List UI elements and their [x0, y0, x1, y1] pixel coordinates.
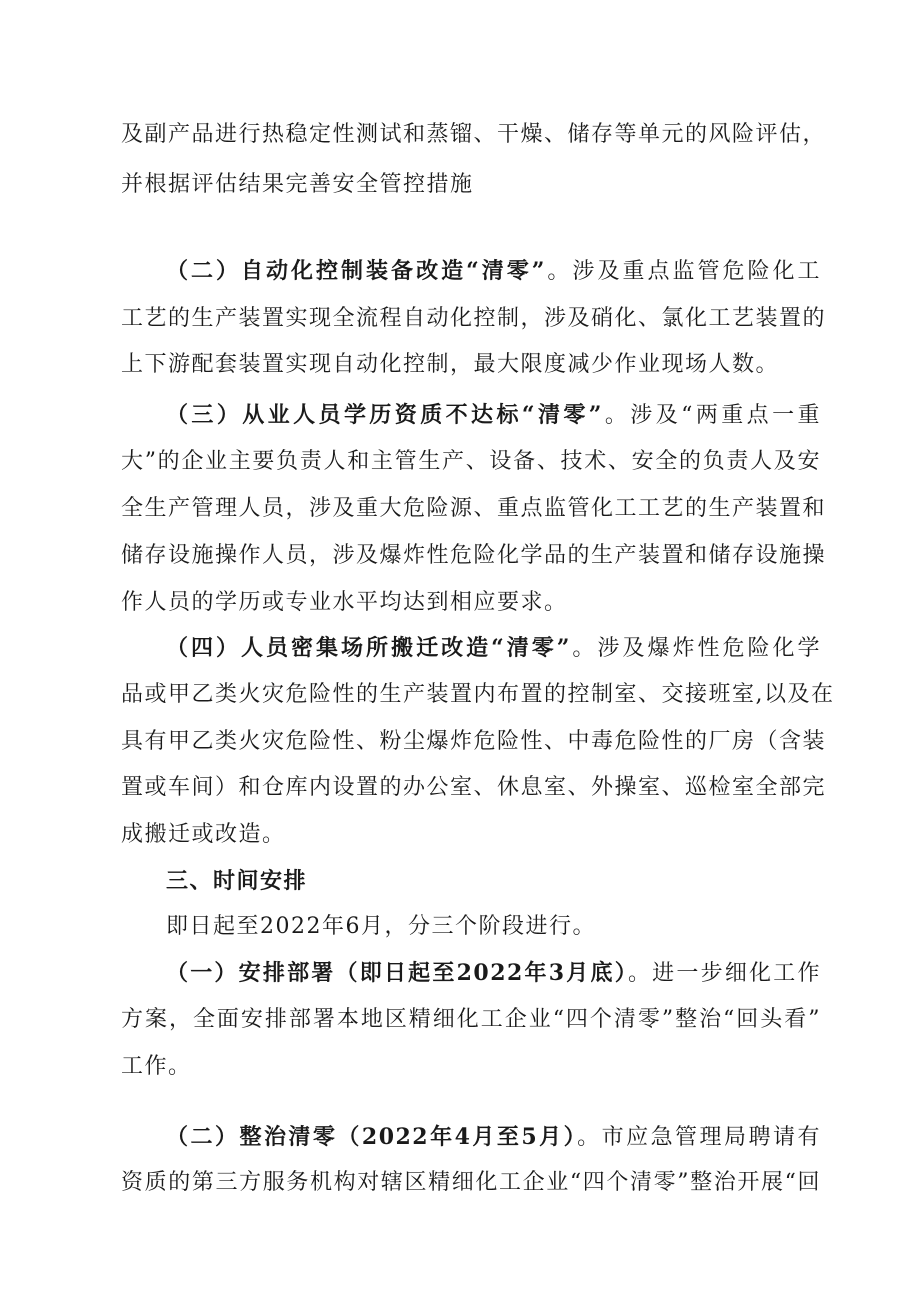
body-line: 储存设施操作人员，涉及爆炸性危险化学品的生产装置和储存设施操 [121, 543, 827, 568]
section-heading-line: （一）安排部署（即日起至2022年3月底）。进一步细化工作 [166, 960, 821, 986]
section-heading-line: （四）人员密集场所搬迁改造“清零”。涉及爆炸性危险化学 [166, 635, 821, 661]
body-line: 资质的第三方服务机构对辖区精细化工企业“四个清零”整治开展“回 [121, 1170, 821, 1195]
body-line: 并根据评估结果完善安全管控措施 [121, 172, 474, 197]
section-heading: （一）安排部署（即日起至2022年3月底） [166, 960, 628, 986]
body-line: 成搬迁或改造。 [121, 822, 286, 847]
body-line: 全生产管理人员，涉及重大危险源、重点监管化工工艺的生产装置和 [121, 496, 827, 521]
body-line: 上下游配套装置实现自动化控制，最大限度减少作业现场人数。 [121, 352, 780, 377]
chapter-heading: 三、时间安排 [166, 868, 308, 894]
section-heading: （三）从业人员学历资质不达标“清零” [166, 402, 603, 428]
section-heading-line: （二）整治清零（2022年4月至5月）。市应急管理局聘请有 [166, 1124, 821, 1150]
section-heading-line: （三）从业人员学历资质不达标“清零”。涉及“两重点一重 [166, 402, 822, 428]
body-line: 即日起至2022年6月，分三个阶段进行。 [166, 914, 596, 939]
body-line: 方案，全面安排部署本地区精细化工企业“四个清零”整治“回头看” [121, 1007, 821, 1032]
section-heading: （二）自动化控制装备改造“清零” [166, 258, 546, 284]
body-line: 大”的企业主要负责人和主管生产、设备、技术、安全的负责人及安 [121, 449, 821, 474]
section-heading: （四）人员密集场所搬迁改造“清零” [166, 635, 571, 661]
body-line: 作人员的学历或专业水平均达到相应要求。 [121, 590, 568, 615]
section-heading: （二）整治清零（2022年4月至5月） [166, 1124, 578, 1150]
body-line: 及副产品进行热稳定性测试和蒸镏、干燥、储存等单元的风险评估， [121, 122, 827, 147]
body-line: 工艺的生产装置实现全流程自动化控制，涉及硝化、氯化工艺装置的 [121, 306, 827, 331]
body-line: 具有甲乙类火灾危险性、粉尘爆炸危险性、中毒危险性的厂房（含装 [121, 729, 827, 754]
chapter-heading-line [166, 866, 821, 897]
body-line: 品或甲乙类火灾危险性的生产装置内布置的控制室、交接班室,以及在 [121, 682, 835, 707]
body-line: 置或车间）和仓库内设置的办公室、休息室、外操室、巡检室全部完 [121, 775, 827, 800]
body-line: 工作。 [121, 1054, 192, 1079]
section-heading-line: （二）自动化控制装备改造“清零”。涉及重点监管危险化工 [166, 258, 821, 284]
